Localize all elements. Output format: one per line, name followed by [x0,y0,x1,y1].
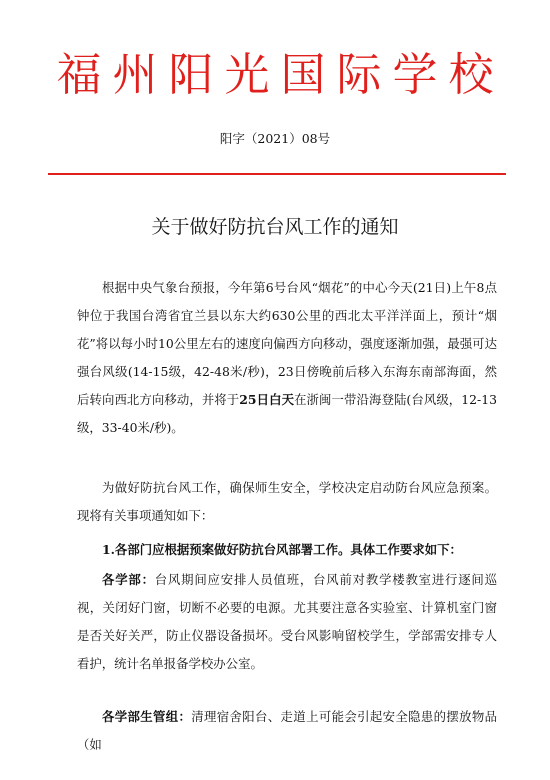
landing-detail: 在浙闽一带沿海登陆(台风级，12-13级，33-40米/秒)。 [77,392,498,435]
paragraph-departments [77,566,497,678]
school-name-header: 福州阳光国际学校 [56,48,505,101]
forecast-text: 根据中央气象台预报，今年第6号台风“烟花”的中心今天(21日)上午8点钟位于我国台湾省宜兰县以东大约630公里的西北太平洋洋面上，预计“烟花”将以每小时10公里左右的速度向偏西方向移动，强度逐渐加强，最强可达强台风级(14-15级，42-48米/秒)，23日傍晚前后移入东海东南部海面，然后转向西北方向移动，并将于 [77,280,497,407]
section-1-heading: 1.各部门应根据预案做好防抗台风部署工作。具体工作要求如下： [102,542,462,557]
landing-time: 25日白天 [239,392,295,407]
header-divider [48,173,506,175]
dorm-management-text: 清理宿舍阳台、走道上可能会引起安全隐患的摆放物品（如 [77,709,498,752]
departments-text: 台风期间应安排人员值班，台风前对教学楼教室进行逐间巡视，关闭好门窗，切断不必要的电源。尤其要注意各实验室、计算机室门窗是否关好关严，防止仪器设备损坏。受台风影响留校学生，学部需安排专人看护，统计名单报备学校办公室。 [77,572,498,671]
paragraph-typhoon-forecast [77,274,497,442]
paragraph-dorm-management [77,703,497,759]
notice-title: 关于做好防抗台风工作的通知 [151,216,399,238]
dorm-management-label: 各学部生管组： [102,709,192,724]
section-heading-1 [77,536,497,564]
document-number: 阳字（2021）08号 [219,131,331,146]
departments-label: 各学部： [102,572,155,587]
emergency-plan-text: 为做好防抗台风工作，确保师生安全，学校决定启动防台风应急预案。现将有关事项通知如下： [77,480,497,523]
paragraph-emergency-plan [77,474,497,530]
